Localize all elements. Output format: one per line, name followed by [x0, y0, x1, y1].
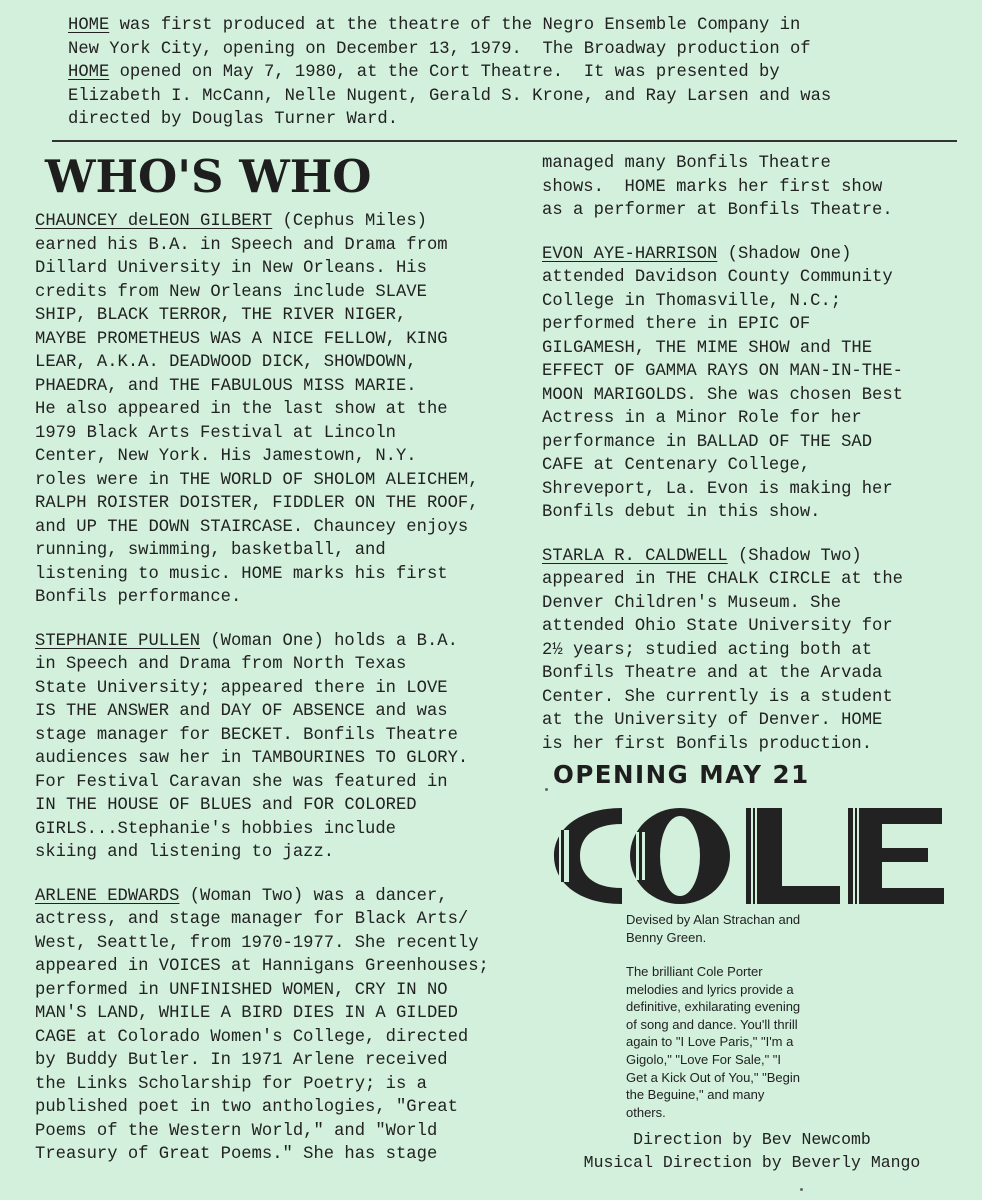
intro-paragraph — [68, 14, 948, 132]
cole-direction-credits: Direction by Bev Newcomb Musical Direction by Beverly Mango — [583, 1130, 921, 1172]
bio-name: CHAUNCEY deLEON GILBERT — [35, 212, 273, 231]
bio-chauncey — [35, 210, 535, 610]
bio-name: EVON AYE-HARRISON — [542, 244, 718, 264]
cole-description: The brilliant Cole Porter melodies and lyrics provide a definitive, exhilarating evening of song and dance. You'll thrill again to "I Love Paris," "I'm a Gigolo," "Love For Sale," "I Get a Kick Out of You," "Begin the Beguine," and many others. — [626, 964, 801, 1120]
bio-evon — [542, 243, 972, 525]
print-speck — [545, 788, 548, 791]
left-column — [35, 210, 535, 1187]
opening-date-headline: OPENING MAY 21 — [553, 760, 810, 789]
bio-stephanie — [35, 630, 535, 865]
intro-title-home-2: HOME — [68, 63, 110, 82]
whos-who-heading: WHO'S WHO — [45, 150, 372, 203]
right-column — [542, 152, 972, 776]
intro-text-1: was first produced at the theatre of the Negro Ensemble Company in New York City, opening on December 13, 1979. The Broadway production of — [68, 16, 811, 59]
bio-text: (Woman One) holds a B.A. in Speech and Drama from North Texas State University; appeared there in LOVE IS THE ANSWER and DAY OF ABSENCE and was stage manager for BECKET. Bonfils Theatre audiences saw her in TAMBOURINES TO GLORY. For Festival Caravan she was featured in IN THE HOUSE OF BLUES and FOR COLORED GIRLS...Stephanie's hobbies include skiing and listening to jazz. — [35, 631, 469, 862]
cole-logo — [550, 800, 950, 912]
bio-name: ARLENE EDWARDS — [35, 886, 180, 906]
print-speck — [800, 1188, 803, 1191]
bio-arlene-continued: managed many Bonfils Theatre shows. HOME marks her first show as a performer at Bonfils Theatre. — [542, 154, 893, 220]
intro-title-home: HOME — [68, 16, 110, 35]
bio-text: (Cephus Miles) earned his B.A. in Speech and Drama from Dillard University in New Orleans. His credits from New Orleans include SLAVE SHIP, BLACK TERROR, THE RIVER NIGER, MAYBE PROMETHEUS WAS A NICE FELLOW, KING LEAR, A.K.A. DEADWOOD DICK, SHOWDOWN, PHAEDRA, and THE FABULOUS MISS MARIE. He also appeared in the last show at the 1979 Black Arts Festival at Lincoln Center, New York. His Jamestown, N.Y. roles were in THE WORLD OF SHOLOM ALEICHEM, RALPH ROISTER DOISTER, FIDDLER ON THE ROOF, and UP THE DOWN STAIRCASE. Chauncey enjoys running, swimming, basketball, and listening to music. HOME marks his first Bonfils performance. — [35, 212, 479, 607]
section-divider — [52, 140, 957, 142]
bio-name: STARLA R. CALDWELL — [542, 546, 728, 566]
intro-text-2: opened on May 7, 1980, at the Cort Theatre. It was presented by Elizabeth I. McCann, Nelle Nugent, Gerald S. Krone, and Ray Larsen and was directed by Douglas Turner Ward. — [68, 63, 832, 129]
cole-devised-by: Devised by Alan Strachan and Benny Green. — [626, 912, 801, 945]
bio-text: (Shadow One) attended Davidson County Community College in Thomasville, N.C.; performed there in EPIC OF GILGAMESH, THE MIME SHOW and THE EFFECT OF GAMMA RAYS ON MAN-IN-THE- MOON MARIGOLDS. She was chosen Best Actress in a Minor Role for her performance in BALLAD OF THE SAD CAFE at Centenary College, Shreveport, La. Evon is making her Bonfils debut in this show. — [542, 244, 903, 522]
bio-name: STEPHANIE PULLEN — [35, 631, 201, 651]
bio-arlene — [35, 885, 535, 1167]
bio-text: (Shadow Two) appeared in THE CHALK CIRCLE at the Denver Children's Museum. She attended Ohio State University for 2½ years; studied acting both at Bonfils Theatre and at the Arvada Center. She currently is a student at the University of Denver. HOME is her first Bonfils production. — [542, 546, 903, 754]
bio-starla — [542, 545, 972, 757]
bio-text: (Woman Two) was a dancer, actress, and stage manager for Black Arts/ West, Seattle, from 1970-1977. She recently appeared in VOICES at Hannigans Greenhouses; performed in UNFINISHED WOMEN, CRY IN NO MAN'S LAND, WHILE A BIRD DIES IN A GILDED CAGE at Colorado Women's College, directed by Buddy Butler. In 1971 Arlene received the Links Scholarship for Poetry; is a published poet in two anthologies, "Great Poems of the Western World," and "World Treasury of Great Poems." She has stage — [35, 886, 489, 1164]
